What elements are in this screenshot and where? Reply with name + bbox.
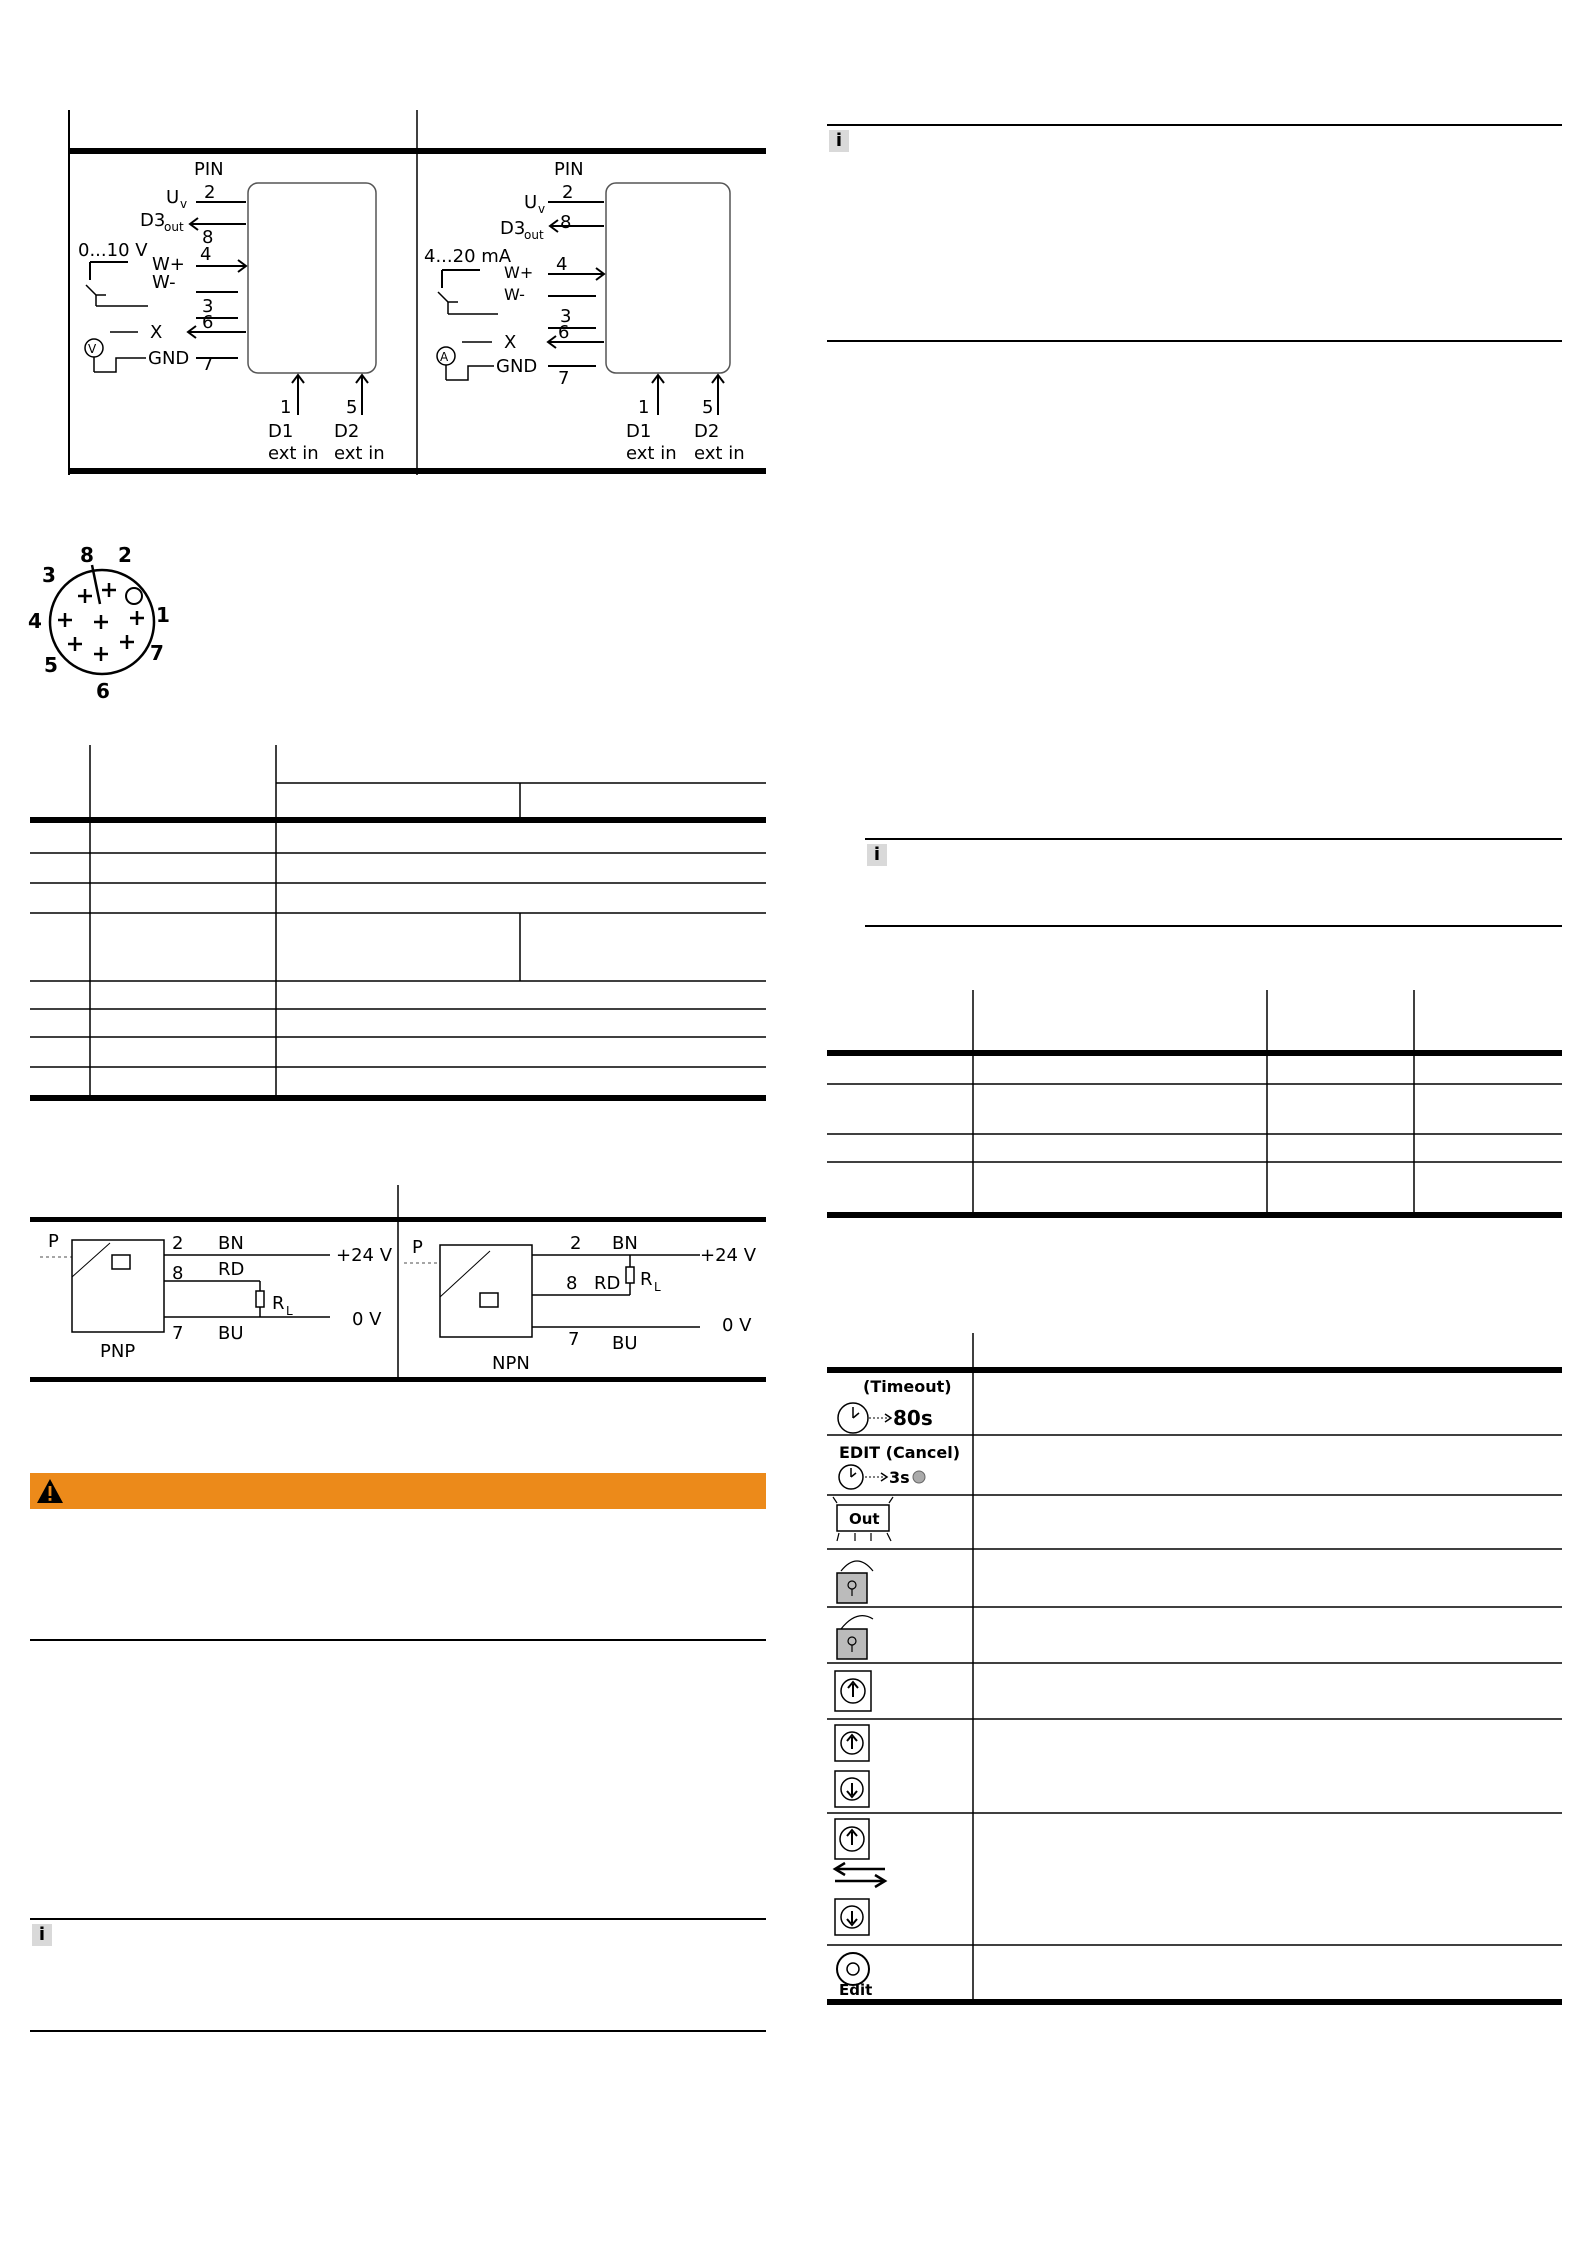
pin-1: 1 — [280, 397, 292, 418]
clock-icon — [838, 1403, 868, 1433]
rl-label: R — [272, 1293, 285, 1314]
pin-assignment-grid — [30, 745, 766, 1103]
info-icon: i — [32, 1924, 52, 1946]
pin-2: 2 — [204, 182, 216, 203]
pin-8: 8 — [560, 212, 572, 233]
rd-label: RD — [594, 1273, 621, 1294]
rl-sub: L — [286, 1304, 293, 1318]
pin-7: 7 — [558, 368, 570, 389]
output-circuit-svg — [30, 1185, 766, 1385]
rl-label: R — [640, 1269, 653, 1290]
supply-label: U — [524, 192, 538, 213]
pin-7: 7 — [202, 354, 214, 375]
info-icon: i — [829, 130, 849, 152]
pin-7: 7 — [172, 1323, 184, 1344]
npn-circuit — [404, 1233, 757, 1374]
out-display-symbol — [833, 1497, 893, 1541]
bu-label: BU — [218, 1323, 244, 1344]
pin-5: 5 — [702, 397, 714, 418]
clock-icon — [839, 1465, 863, 1489]
out-label: Out — [849, 1510, 880, 1528]
info-note-top-rule — [827, 124, 1562, 126]
warning-banner — [30, 1473, 766, 1509]
supply-sub: v — [538, 202, 546, 216]
parameter-table — [827, 990, 1562, 1222]
gnd-label: GND — [496, 356, 538, 377]
input-range: 4...20 mA — [424, 246, 512, 267]
current-variant-diagram — [424, 159, 745, 464]
x-label: X — [150, 322, 163, 343]
pin-3: 3 — [560, 306, 572, 327]
timeout-symbol — [838, 1377, 952, 1433]
npn-label: NPN — [492, 1353, 530, 1374]
pin-label-8: 8 — [80, 543, 94, 567]
pnp-circuit — [40, 1231, 393, 1362]
info-icon: i — [867, 844, 887, 866]
d3-sub: out — [524, 228, 544, 242]
pin-label-2: 2 — [118, 543, 132, 567]
pin-6: 6 — [558, 322, 570, 343]
pin-2: 2 — [570, 1233, 582, 1254]
bu-label: BU — [612, 1333, 638, 1354]
voltmeter-symbol: V — [88, 342, 97, 356]
info-note-bottom-rule — [865, 925, 1562, 927]
lock-open-icon — [837, 1616, 873, 1659]
symbols-table-grid — [827, 1333, 1562, 2008]
edit-cancel-label: EDIT (Cancel) — [839, 1443, 961, 1462]
ammeter-symbol: A — [440, 350, 449, 364]
up-down-buttons-icon — [835, 1725, 869, 1807]
zero-v-label: 0 V — [722, 1315, 752, 1336]
info-note-bottom-rule — [30, 2030, 766, 2032]
symbols-table — [827, 1333, 1562, 2008]
d1-ext-in: ext in — [268, 443, 319, 464]
pin-8: 8 — [202, 227, 214, 248]
d1-label: D1 — [626, 421, 652, 442]
w-plus-label: W+ — [152, 254, 185, 275]
pin-header: PIN — [554, 159, 584, 180]
wiring-diagram-table — [68, 110, 766, 475]
w-minus-label: W- — [152, 272, 176, 293]
d2-label: D2 — [334, 421, 360, 442]
plus-24v-label: +24 V — [336, 1245, 393, 1266]
lock-closed-icon — [837, 1561, 873, 1603]
connector-pinout — [20, 540, 180, 705]
voltage-variant-diagram — [78, 159, 385, 464]
info-note-top-rule — [865, 838, 1562, 840]
d2-ext-in: ext in — [694, 443, 745, 464]
pin-label-1: 1 — [156, 603, 170, 627]
pin-assignment-table — [30, 745, 766, 1103]
bn-label: BN — [612, 1233, 638, 1254]
edit-label: Edit — [839, 1981, 873, 1999]
pin-8: 8 — [172, 1263, 184, 1284]
bn-label: BN — [218, 1233, 244, 1254]
edit-cancel-symbol — [839, 1443, 960, 1489]
pnp-label: PNP — [100, 1341, 136, 1362]
supply-sub: v — [180, 197, 188, 211]
pin-4: 4 — [556, 254, 568, 275]
input-range: 0...10 V — [78, 240, 148, 261]
pin-3: 3 — [202, 296, 214, 317]
pressure-p-label: P — [412, 1237, 423, 1258]
d1-label: D1 — [268, 421, 294, 442]
pin-header: PIN — [194, 159, 224, 180]
pin-7: 7 — [568, 1329, 580, 1350]
d2-label: D2 — [694, 421, 720, 442]
timeout-label: (Timeout) — [863, 1377, 952, 1396]
edit-button-icon — [837, 1953, 872, 1999]
plus-24v-label: +24 V — [700, 1245, 757, 1266]
pin-6: 6 — [202, 312, 214, 333]
timeout-value: 80s — [893, 1406, 933, 1430]
output-circuit-table — [30, 1185, 766, 1385]
w-minus-label: W- — [504, 285, 525, 304]
gnd-label: GND — [148, 348, 190, 369]
led-icon — [913, 1471, 925, 1483]
supply-label: U — [166, 187, 180, 208]
pin-1: 1 — [638, 397, 650, 418]
d3-sub: out — [164, 220, 184, 234]
x-label: X — [504, 332, 517, 353]
info-note-bottom-rule — [827, 340, 1562, 342]
d3-label: D3 — [500, 218, 526, 239]
info-note-top-rule — [30, 1918, 766, 1920]
rd-label: RD — [218, 1259, 245, 1280]
pin-label-7: 7 — [150, 641, 164, 665]
w-plus-label: W+ — [504, 263, 534, 282]
pin-4: 4 — [200, 244, 212, 265]
pin-label-6: 6 — [96, 679, 110, 703]
pin-label-5: 5 — [44, 653, 58, 677]
pin-5: 5 — [346, 397, 358, 418]
up-button-icon — [835, 1671, 871, 1711]
connector-pinout-svg — [20, 540, 180, 705]
pin-8: 8 — [566, 1273, 578, 1294]
edit-cancel-value: 3s — [889, 1468, 910, 1487]
pressure-p-label: P — [48, 1231, 59, 1252]
parameter-table-grid — [827, 990, 1562, 1222]
pin-label-4: 4 — [28, 609, 42, 633]
d2-ext-in: ext in — [334, 443, 385, 464]
zero-v-label: 0 V — [352, 1309, 382, 1330]
pin-2: 2 — [172, 1233, 184, 1254]
up-down-toggle-icon — [835, 1819, 885, 1935]
pin-label-3: 3 — [42, 563, 56, 587]
warning-end-rule — [30, 1639, 766, 1641]
wiring-diagram-svg — [68, 110, 766, 475]
d3-label: D3 — [140, 210, 166, 231]
pin-2: 2 — [562, 182, 574, 203]
d1-ext-in: ext in — [626, 443, 677, 464]
warning-icon — [32, 1473, 68, 1509]
rl-sub: L — [654, 1280, 661, 1294]
